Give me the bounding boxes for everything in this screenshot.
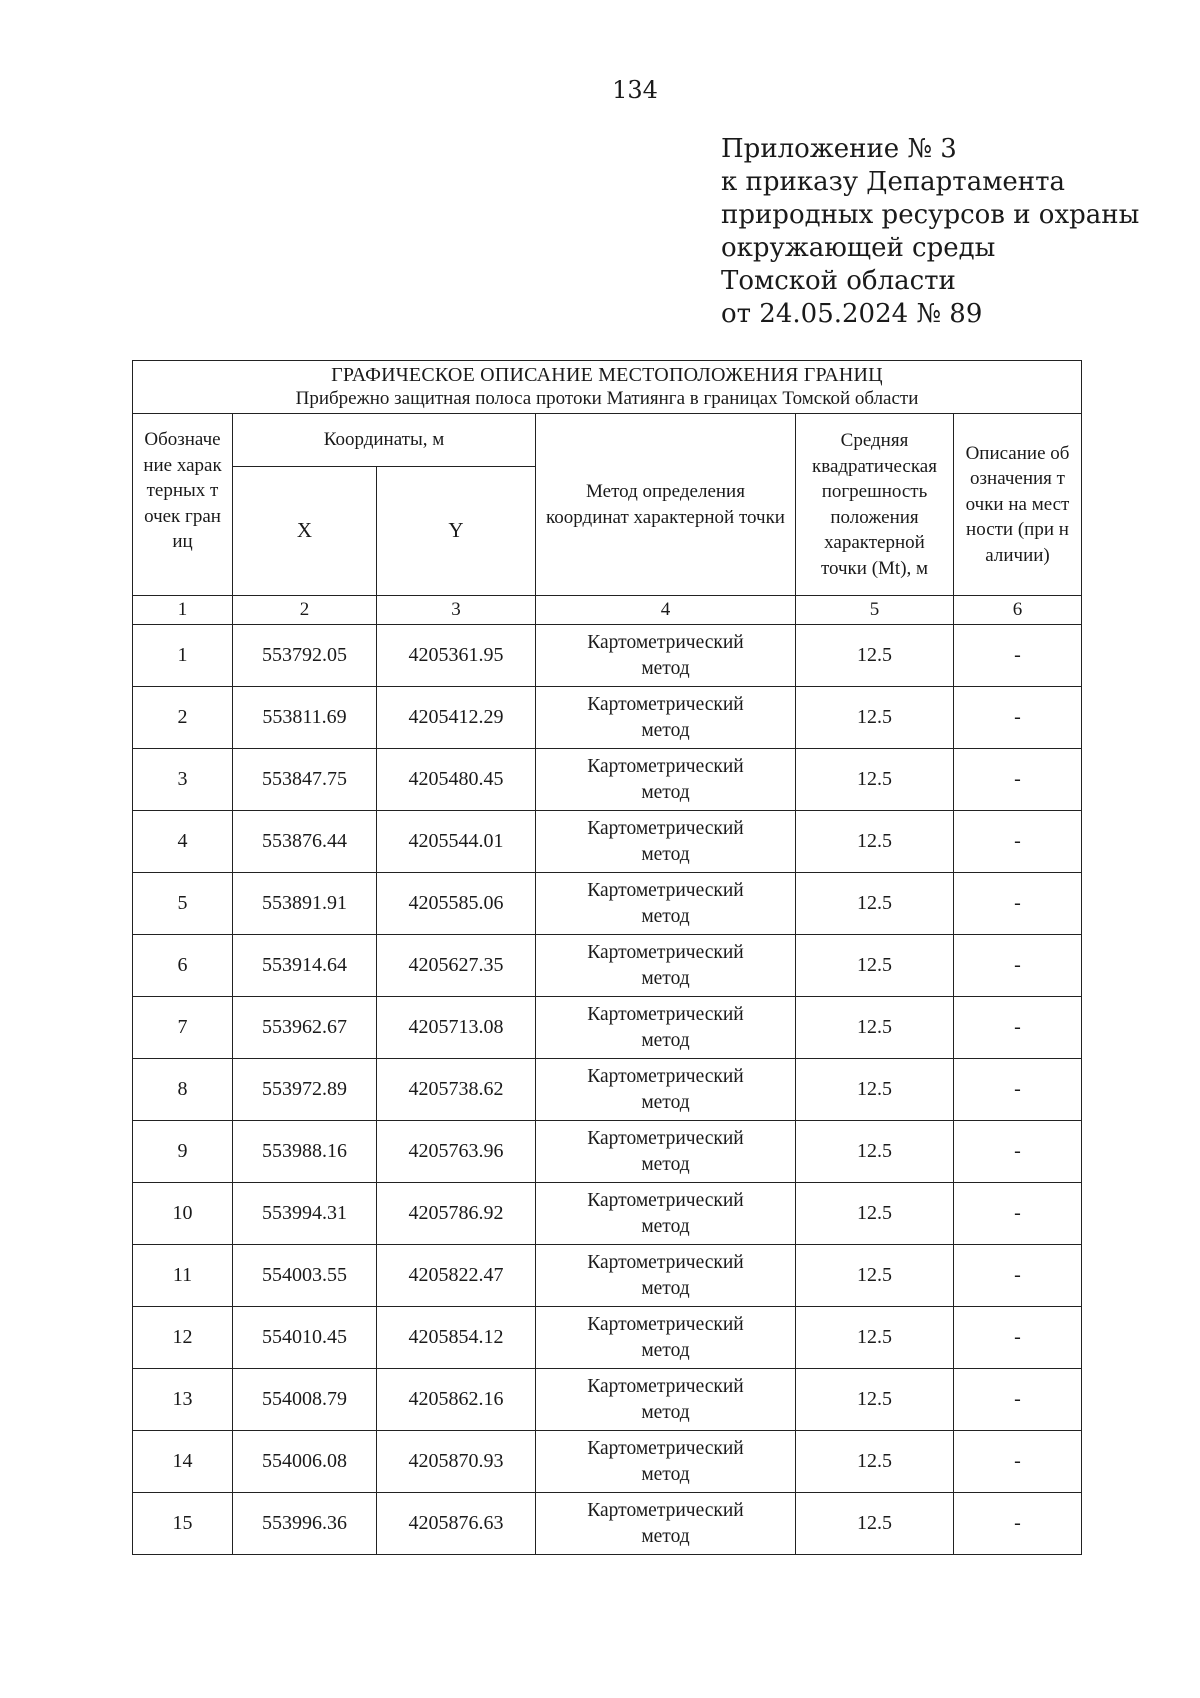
column-number: 5 (796, 596, 954, 625)
table-subtitle: Прибрежно защитная полоса протоки Матиянга в границах Томской области (295, 388, 919, 409)
table-row (133, 749, 1082, 811)
cell-error: 12.5 (796, 687, 954, 749)
appendix-line: к приказу Департамента (721, 167, 1066, 197)
cell-y: 4205862.16 (377, 1369, 536, 1431)
cell-error: 12.5 (796, 935, 954, 997)
cell-point-number: 2 (133, 687, 233, 749)
table-title: ГРАФИЧЕСКОЕ ОПИСАНИЕ МЕСТОПОЛОЖЕНИЯ ГРАНИЦ (331, 364, 883, 386)
cell-point-number: 14 (133, 1431, 233, 1493)
column-number: 4 (536, 596, 796, 625)
method-label: Картометрический метод (587, 1313, 744, 1361)
cell-point-number: 9 (133, 1121, 233, 1183)
cell-x: 553847.75 (233, 749, 377, 811)
cell-error: 12.5 (796, 1059, 954, 1121)
column-number: 1 (133, 596, 233, 625)
cell-method (536, 749, 796, 811)
cell-method (536, 1369, 796, 1431)
header-coordinates: Координаты, м (233, 414, 536, 467)
cell-y: 4205854.12 (377, 1307, 536, 1369)
cell-y: 4205412.29 (377, 687, 536, 749)
column-number: 6 (954, 596, 1082, 625)
header-description-label: Описание обозначения точки на местности (при наличии) (965, 442, 1070, 566)
table-row (133, 873, 1082, 935)
cell-method (536, 1245, 796, 1307)
table-row (133, 1431, 1082, 1493)
cell-x: 554010.45 (233, 1307, 377, 1369)
cell-x: 553996.36 (233, 1493, 377, 1555)
cell-point-number: 7 (133, 997, 233, 1059)
cell-y: 4205786.92 (377, 1183, 536, 1245)
cell-x: 553994.31 (233, 1183, 377, 1245)
table-row (133, 1245, 1082, 1307)
header-point-designation (133, 414, 233, 596)
cell-y: 4205738.62 (377, 1059, 536, 1121)
table-row (133, 1493, 1082, 1555)
cell-x: 553792.05 (233, 625, 377, 687)
header-description (954, 414, 1082, 596)
cell-point-number: 3 (133, 749, 233, 811)
cell-description: - (954, 1369, 1082, 1431)
cell-description: - (954, 1183, 1082, 1245)
cell-x: 553962.67 (233, 997, 377, 1059)
cell-error: 12.5 (796, 1183, 954, 1245)
cell-method (536, 1121, 796, 1183)
cell-y: 4205870.93 (377, 1431, 536, 1493)
cell-point-number: 11 (133, 1245, 233, 1307)
cell-method (536, 625, 796, 687)
cell-method (536, 1493, 796, 1555)
table-row (133, 811, 1082, 873)
cell-y: 4205544.01 (377, 811, 536, 873)
cell-y: 4205763.96 (377, 1121, 536, 1183)
cell-point-number: 5 (133, 873, 233, 935)
table-row (133, 1059, 1082, 1121)
table-row (133, 1307, 1082, 1369)
header-method-label: Метод определения координат характерной точки (546, 481, 785, 528)
cell-method (536, 1431, 796, 1493)
column-number: 2 (233, 596, 377, 625)
cell-method (536, 811, 796, 873)
method-label: Картометрический метод (587, 755, 744, 803)
cell-x: 553972.89 (233, 1059, 377, 1121)
cell-description: - (954, 687, 1082, 749)
cell-point-number: 4 (133, 811, 233, 873)
cell-error: 12.5 (796, 811, 954, 873)
cell-point-number: 15 (133, 1493, 233, 1555)
cell-x: 554006.08 (233, 1431, 377, 1493)
cell-description: - (954, 1059, 1082, 1121)
page-number: 134 (612, 76, 658, 104)
cell-x: 553914.64 (233, 935, 377, 997)
cell-description: - (954, 1307, 1082, 1369)
cell-error: 12.5 (796, 625, 954, 687)
appendix-block (721, 133, 1139, 331)
cell-x: 553811.69 (233, 687, 377, 749)
cell-point-number: 8 (133, 1059, 233, 1121)
cell-error: 12.5 (796, 1431, 954, 1493)
method-label: Картометрический метод (587, 941, 744, 989)
cell-y: 4205713.08 (377, 997, 536, 1059)
cell-method (536, 997, 796, 1059)
header-error (796, 414, 954, 596)
cell-description: - (954, 749, 1082, 811)
cell-y: 4205876.63 (377, 1493, 536, 1555)
table-row (133, 625, 1082, 687)
table-row (133, 1121, 1082, 1183)
method-label: Картометрический метод (587, 1251, 744, 1299)
method-label: Картометрический метод (587, 693, 744, 741)
method-label: Картометрический метод (587, 1437, 744, 1485)
cell-point-number: 10 (133, 1183, 233, 1245)
cell-error: 12.5 (796, 1121, 954, 1183)
cell-method (536, 1307, 796, 1369)
cell-error: 12.5 (796, 1369, 954, 1431)
cell-error: 12.5 (796, 1493, 954, 1555)
table-row (133, 687, 1082, 749)
cell-method (536, 873, 796, 935)
cell-description: - (954, 935, 1082, 997)
cell-x: 553891.91 (233, 873, 377, 935)
appendix-line: Томской области (721, 266, 956, 296)
cell-error: 12.5 (796, 749, 954, 811)
header-error-label: Средняя квадратическая погрешность положения характерной точки (Mt), м (812, 430, 937, 579)
cell-description: - (954, 997, 1082, 1059)
table-row (133, 1369, 1082, 1431)
cell-method (536, 1059, 796, 1121)
table-row (133, 997, 1082, 1059)
method-label: Картометрический метод (587, 631, 744, 679)
cell-description: - (954, 1431, 1082, 1493)
cell-y: 4205480.45 (377, 749, 536, 811)
cell-error: 12.5 (796, 873, 954, 935)
column-number: 3 (377, 596, 536, 625)
cell-error: 12.5 (796, 1307, 954, 1369)
cell-point-number: 13 (133, 1369, 233, 1431)
cell-description: - (954, 1121, 1082, 1183)
method-label: Картометрический метод (587, 1065, 744, 1113)
appendix-line: окружающей среды (721, 233, 996, 263)
cell-y: 4205361.95 (377, 625, 536, 687)
cell-x: 553876.44 (233, 811, 377, 873)
cell-description: - (954, 1245, 1082, 1307)
cell-x: 553988.16 (233, 1121, 377, 1183)
cell-error: 12.5 (796, 1245, 954, 1307)
appendix-line: от 24.05.2024 № 89 (721, 299, 983, 329)
header-y: Y (377, 467, 536, 596)
cell-x: 554003.55 (233, 1245, 377, 1307)
cell-method (536, 1183, 796, 1245)
method-label: Картометрический метод (587, 1375, 744, 1423)
cell-point-number: 12 (133, 1307, 233, 1369)
method-label: Картометрический метод (587, 1499, 744, 1547)
table-row (133, 935, 1082, 997)
method-label: Картометрический метод (587, 1003, 744, 1051)
method-label: Картометрический метод (587, 817, 744, 865)
method-label: Картометрический метод (587, 879, 744, 927)
method-label: Картометрический метод (587, 1127, 744, 1175)
boundary-coordinates-table (132, 360, 1082, 1555)
cell-error: 12.5 (796, 997, 954, 1059)
table-row (133, 1183, 1082, 1245)
cell-y: 4205627.35 (377, 935, 536, 997)
cell-method (536, 687, 796, 749)
table-title-cell (133, 361, 1082, 414)
appendix-line: Приложение № 3 (721, 134, 957, 164)
appendix-line: природных ресурсов и охраны (721, 200, 1140, 230)
cell-description: - (954, 1493, 1082, 1555)
cell-x: 554008.79 (233, 1369, 377, 1431)
cell-point-number: 1 (133, 625, 233, 687)
cell-y: 4205822.47 (377, 1245, 536, 1307)
cell-point-number: 6 (133, 935, 233, 997)
cell-method (536, 935, 796, 997)
cell-description: - (954, 873, 1082, 935)
method-label: Картометрический метод (587, 1189, 744, 1237)
table-body (133, 625, 1082, 1555)
header-method (536, 414, 796, 596)
cell-description: - (954, 811, 1082, 873)
cell-description: - (954, 625, 1082, 687)
cell-y: 4205585.06 (377, 873, 536, 935)
header-point-designation-label: Обозначение характерных точек границ (143, 429, 222, 552)
header-x: X (233, 467, 377, 596)
